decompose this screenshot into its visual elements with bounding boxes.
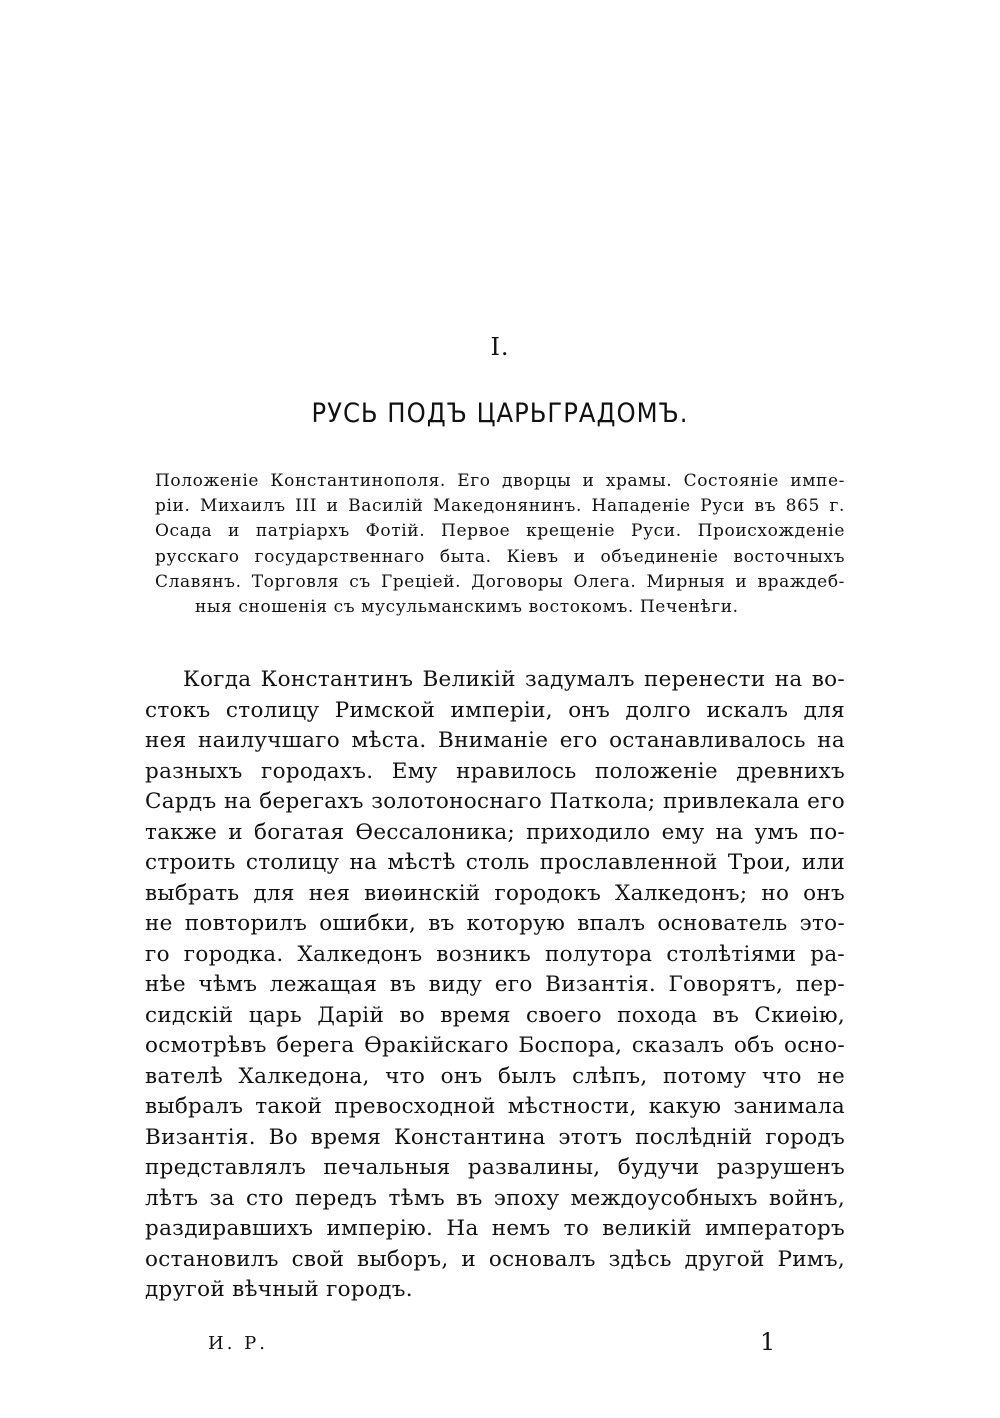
body-line: стокъ столицу Римской имперiи, онъ долго искалъ для	[145, 697, 845, 723]
summary-line: Осада и патрiархъ Фотiй. Первое крещенiе Руси. Происхожденiе	[155, 521, 845, 542]
body-line: лѣтъ за сто передъ тѣмъ въ эпоху междоусобныхъ войнъ,	[145, 1185, 845, 1211]
chapter-number: I.	[490, 333, 510, 361]
body-line: Когда Константинъ Великiй задумалъ перенести на во-	[183, 667, 845, 692]
body-line: не повторилъ ошибки, въ которую впалъ основатель это-	[145, 911, 845, 936]
body-line: также и богатая Ѳессалоника; приходило ему на умъ по-	[145, 819, 845, 845]
body-line: осмотрѣвъ берега Ѳракiйскаго Боспора, сказалъ объ осно-	[145, 1033, 845, 1058]
body-paragraph	[145, 665, 845, 1306]
body-line: Сардъ на берегахъ золотоноснаго Паткола; привлекала его	[145, 789, 845, 814]
body-line: Византiя. Во время Константина этотъ послѣднiй городъ	[145, 1124, 845, 1150]
body-line: выбралъ такой превосходной мѣстности, какую занимала	[145, 1094, 845, 1119]
body-line: представлялъ печальныя развалины, будучи разрушенъ	[145, 1155, 845, 1180]
summary-line: Славянъ. Торговля съ Грецiей. Договоры Олега. Мирныя и враждеб-	[155, 571, 845, 592]
summary-line: русскаго государственнаго быта. Кiевъ и объединенiе восточныхъ	[155, 546, 845, 567]
body-line: выбрать для нея виѳинскiй городокъ Халкедонъ; но онъ	[145, 880, 845, 906]
chapter-summary	[155, 469, 845, 620]
body-line: го городка. Халкедонъ возникъ полутора столѣтiями ра-	[145, 941, 845, 967]
body-line: другой вѣчный городъ.	[145, 1277, 413, 1302]
body-line: вателѣ Халкедона, что онъ былъ слѣпъ, потому что не	[145, 1063, 845, 1089]
body-line: остановилъ свой выборъ, и основалъ здѣсь другой Римъ,	[145, 1246, 845, 1272]
summary-line: Положенiе Константинополя. Его дворцы и храмы. Состоянiе импе-	[155, 471, 845, 491]
summary-line: рiи. Михаилъ III и Василiй Македонянинъ. Нападенiе Руси въ 865 г.	[155, 496, 845, 517]
body-line: нея наилучшаго мѣста. Вниманiе его останавливалось на	[145, 728, 845, 753]
body-line: сидскiй царь Дарiй во время своего похода въ Скиѳiю,	[145, 1002, 845, 1028]
page-number: 1	[760, 1328, 776, 1356]
summary-line: ныя сношенiя съ мусульманскимъ востокомъ. Печенѣги.	[195, 596, 739, 617]
chapter-title: РУСЬ ПОДЪ ЦАРЬГРАДОМЪ.	[311, 398, 689, 429]
body-line: разныхъ городахъ. Ему нравилось положенiе древнихъ	[145, 758, 845, 784]
printer-signature-mark: И. Р.	[208, 1333, 268, 1354]
body-line: строить столицу на мѣстѣ столь прославленной Трои, или	[145, 850, 845, 875]
body-line: раздиравшихъ имперiю. На немъ то великiй императоръ	[145, 1216, 845, 1241]
body-line: нѣе чѣмъ лежащая въ виду его Византiя. Говорятъ, пер-	[145, 972, 845, 997]
